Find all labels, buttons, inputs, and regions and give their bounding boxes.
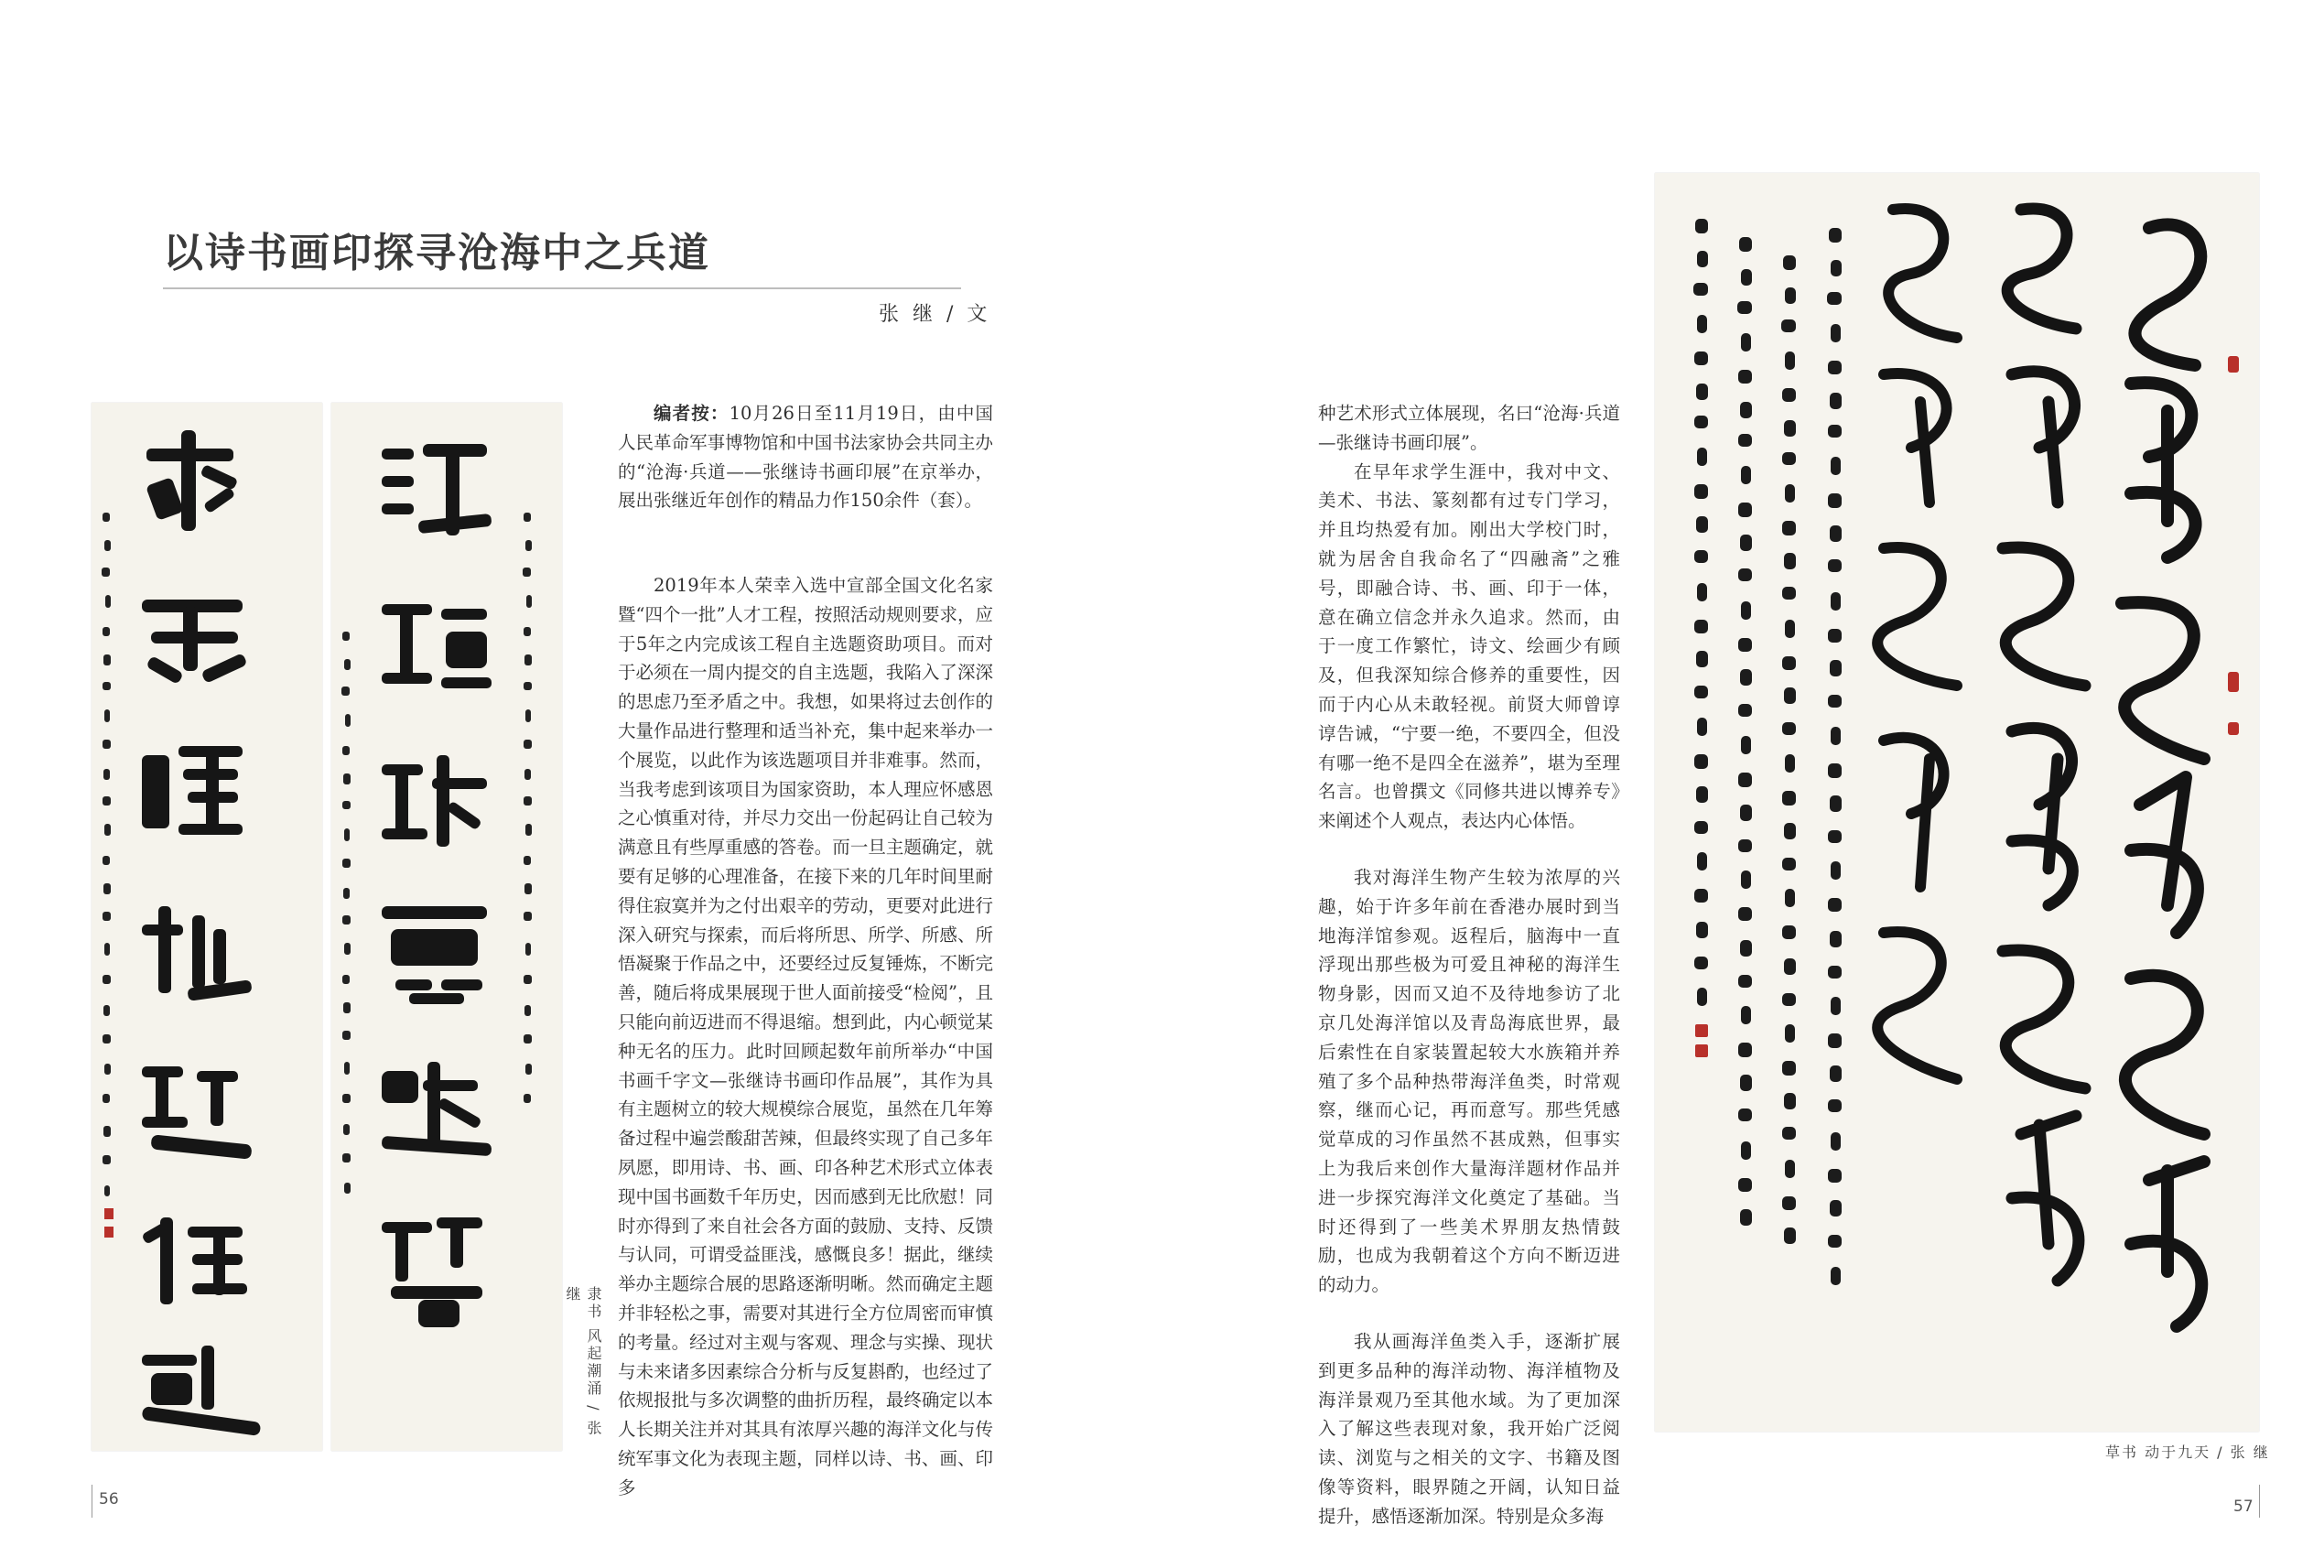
body-column-left <box>618 571 993 1503</box>
clerical-script-calligraphy-right <box>331 403 562 1451</box>
editor-note-text: 10月26日至11月19日，由中国人民革命军事博物馆和中国书法家协会共同主办的“沧海·兵道——张继诗书画印展”在京举办，展出张继近年创作的精品力作150余件（套）。 <box>618 403 993 512</box>
inscription-column-2 <box>1781 255 1796 1244</box>
seal-mark-signature-2 <box>1695 1044 1708 1057</box>
inscription-column-4 <box>1693 219 1708 1006</box>
page-number-right: 57 <box>2233 1498 2254 1516</box>
page-number-rule-right <box>2259 1485 2260 1518</box>
body-paragraph: 我从画海洋鱼类入手，逐渐扩展到更多品种的海洋动物、海洋植物及海洋景观乃至其他水域。为了更加深入了解这些表现对象，我开始广泛阅读、浏览与之相关的文字、书籍及图像等资料，眼界随之开阔，认知日益提升，感悟逐渐加深。特别是众多海 <box>1318 1330 1620 1527</box>
right-artwork-caption: 草书 动于九天 / 张 继 <box>2105 1444 2270 1461</box>
seal-mark-middle <box>2228 672 2239 692</box>
inscription-column-1 <box>1827 228 1842 1285</box>
body-paragraph: 2019年本人荣幸入选中宣部全国文化名家暨“四个一批”人才工程，按照活动规则要求，应于5年之内完成该工程自主选题资助项目。而对于必须在一周内提交的自主选题，我陷入了深深的思虑乃至矛盾之中。我想，如果将过去创作的大量作品进行整理和适当补充，集中起来举办一个展览，以此作为该选题项目并非难事。然而，当我考虑到该项目为国家资助，本人理应怀感恩之心慎重对待，并尽力交出一份起码让自己较为满意且有些厚重感的答卷。而一旦主题确定，就要有足够的心理准备，在接下来的几年时间里耐得住寂寞并为之付出艰辛的劳动，更要对此进行深入研究与探索，而后将所思、所学、所感、所悟凝聚于作品之中，还要经过反复锤炼，不断完善，随后将成果展现于世人面前接受“检阅”，且只能向前迈进而不得退缩。想到此，内心顿觉某种无名的压力。此时回顾起数年前所举办“中国书画千字文—张继诗书画印作品展”，其作为具有主题树立的较大规模综合展览，虽然在几年筹备过程中遍尝酸甜苦辣，但最终实现了自己多年夙愿，即用诗、书、画、印各种艺术形式立体表现中国书画数千年历史，因而感到无比欣慰！同时亦得到了来自社会各方面的鼓励、支持、反馈与认同，可谓受益匪浅，感慨良多！据此，继续举办主题综合展的思路逐渐明晰。然而确定主题并非轻松之事，需要对其进行全方位周密而审慎的考量。经过对主观与客观、理念与实操、现状与未来诸多因素综合分析与反复斟酌，也经过了依规报批与多次调整的曲折历程，最终确定以本人长期关注并对其具有浓厚兴趣的海洋文化与传统军事文化为表现主题，同样以诗、书、画、印多 <box>618 575 993 1498</box>
title-divider <box>163 287 961 289</box>
seal-mark-left-1 <box>104 1208 113 1219</box>
seal-mark-top <box>2228 356 2239 373</box>
article-title: 以诗书画印探寻沧海中之兵道 <box>163 230 710 276</box>
inscription-column-3 <box>1737 237 1752 1226</box>
editor-note-label: 编者按： <box>654 403 730 424</box>
author-byline: 张 继 / 文 <box>879 303 991 326</box>
couplet-scroll-right <box>331 403 562 1451</box>
body-paragraph: 种艺术形式立体展现，名曰“沧海·兵道—张继诗书画印展”。 <box>1318 403 1620 453</box>
cursive-calligraphy-artwork <box>1655 173 2259 1432</box>
seal-mark-middle-2 <box>2228 722 2239 735</box>
clerical-script-calligraphy-left <box>92 403 322 1451</box>
left-artwork-caption: 隶书 风起潮涌 / 张 继 <box>564 1286 602 1438</box>
cursive-script-calligraphy <box>1655 173 2259 1432</box>
body-paragraph: 在早年求学生涯中，我对中文、美术、书法、篆刻都有过专门学习，并且均热爱有加。刚出大学校门时，就为居舍自我命名了“四融斋”之雅号，即融合诗、书、画、印于一体，意在确立信念并永久追求。然而，由于一度工作繁忙，诗文、绘画少有顾及，但我深知综合修养的重要性，因而于内心从未敢轻视。前贤大师曾谆谆告诫，“宁要一绝，不要四全，但没有哪一绝不是四全在滋养”，堪为至理名言。也曾撰文《同修共进以博养专》来阐述个人观点，表达内心体悟。 <box>1318 460 1620 832</box>
seal-mark-left-2 <box>104 1227 113 1238</box>
couplet-scroll-left <box>92 403 322 1451</box>
page-number-left: 56 <box>99 1490 119 1509</box>
editor-note <box>618 399 993 515</box>
seal-mark-signature-1 <box>1695 1024 1708 1037</box>
body-column-right <box>1318 399 1620 1530</box>
body-paragraph: 我对海洋生物产生较为浓厚的兴趣，始于许多年前在香港办展时到当地海洋馆参观。返程后，脑海中一直浮现出那些极为可爱且神秘的海洋生物身影，因而又迫不及待地参访了北京几处海洋馆以及青岛海底世界，最后索性在自家装置起较大水族箱并养殖了多个品种热带海洋鱼类，时常观察，继而心记，再而意写。那些凭感觉草成的习作虽然不甚成熟，但事实上为我后来创作大量海洋题材作品并进一步探究海洋文化奠定了基础。当时还得到了一些美术界朋友热情鼓励，也成为我朝着这个方向不断迈进的动力。 <box>1318 866 1620 1296</box>
